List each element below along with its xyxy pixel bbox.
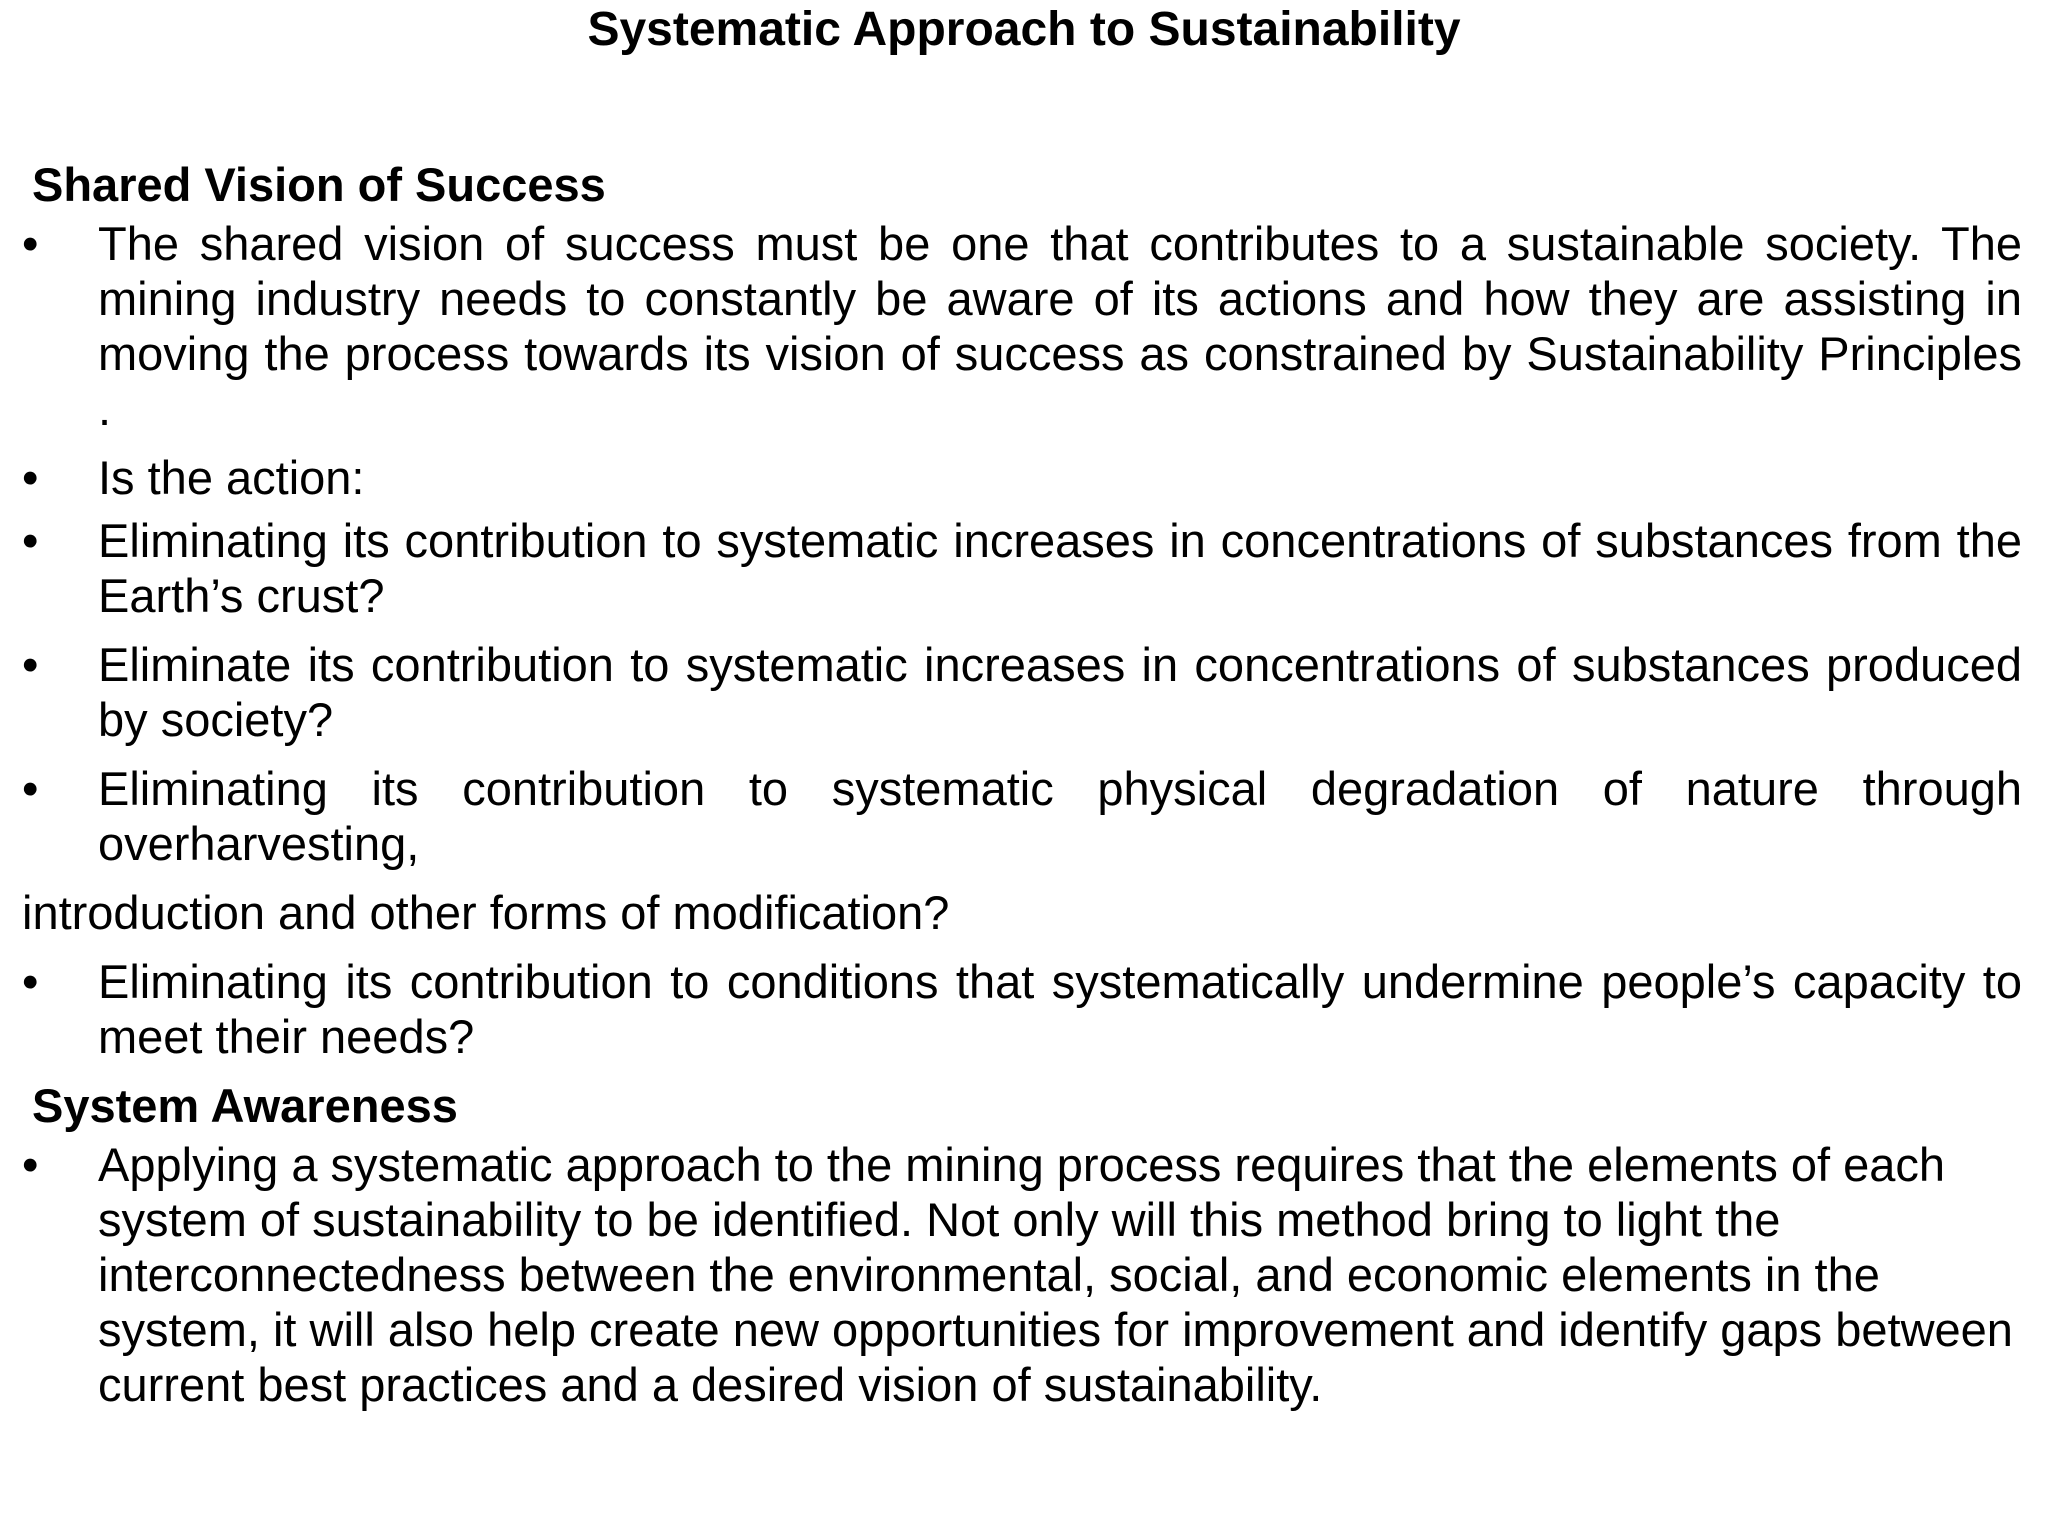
- question-item-society-substances: [22, 637, 2022, 747]
- question-item-peoples-needs: [22, 954, 2022, 1064]
- bullet-dot-icon: •: [22, 1138, 39, 1191]
- bullet-dot-icon: •: [22, 762, 39, 815]
- bullet-dot-icon: •: [22, 451, 39, 504]
- bullet-text: Is the action:: [98, 451, 365, 504]
- question-text: Eliminating its contribution to conditions that systematically undermine people’s capacity to meet their needs?: [98, 955, 2022, 1063]
- question-text: Eliminating its contribution to systematic increases in concentrations of substances from the Earth’s crust?: [98, 514, 2022, 622]
- bullet-dot-icon: •: [22, 217, 39, 270]
- section-heading-system-awareness: System Awareness: [32, 1079, 458, 1132]
- bullet-item-is-the-action: [22, 450, 2022, 505]
- bullet-item-vision-intro: [22, 216, 2022, 436]
- bullet-item-system-awareness: [22, 1137, 2022, 1412]
- bullet-dot-icon: •: [22, 638, 39, 691]
- question-text: Eliminate its contribution to systematic increases in concentrations of substances produced by society?: [98, 638, 2022, 746]
- section-heading-shared-vision: Shared Vision of Success: [32, 158, 606, 211]
- bullet-text: Applying a systematic approach to the mining process requires that the elements of each system of sustainability to be identified. Not only will this method bring to light the interconnectedness between the environmental, social, and economic elements in the system, it will also help create new opportunities for improvement and identify gaps between current best practices and a desired vision of sustainability.: [98, 1138, 2013, 1411]
- bullet-dot-icon: •: [22, 514, 39, 567]
- bullet-dot-icon: •: [22, 955, 39, 1008]
- question-text: Eliminating its contribution to systematic physical degradation of nature through overharvesting,: [98, 762, 2022, 870]
- slide-content: [22, 157, 2022, 1426]
- question-item-physical-degradation: [22, 761, 2022, 871]
- slide-title: Systematic Approach to Sustainability: [587, 3, 1461, 56]
- question-item-earth-crust: [22, 513, 2022, 623]
- continuation-line: introduction and other forms of modification?: [22, 886, 950, 939]
- bullet-text: The shared vision of success must be one that contributes to a sustainable society. The mining industry needs to constantly be aware of its actions and how they are assisting in moving the process towards its vision of success as constrained by Sustainability Principles .: [98, 217, 2022, 435]
